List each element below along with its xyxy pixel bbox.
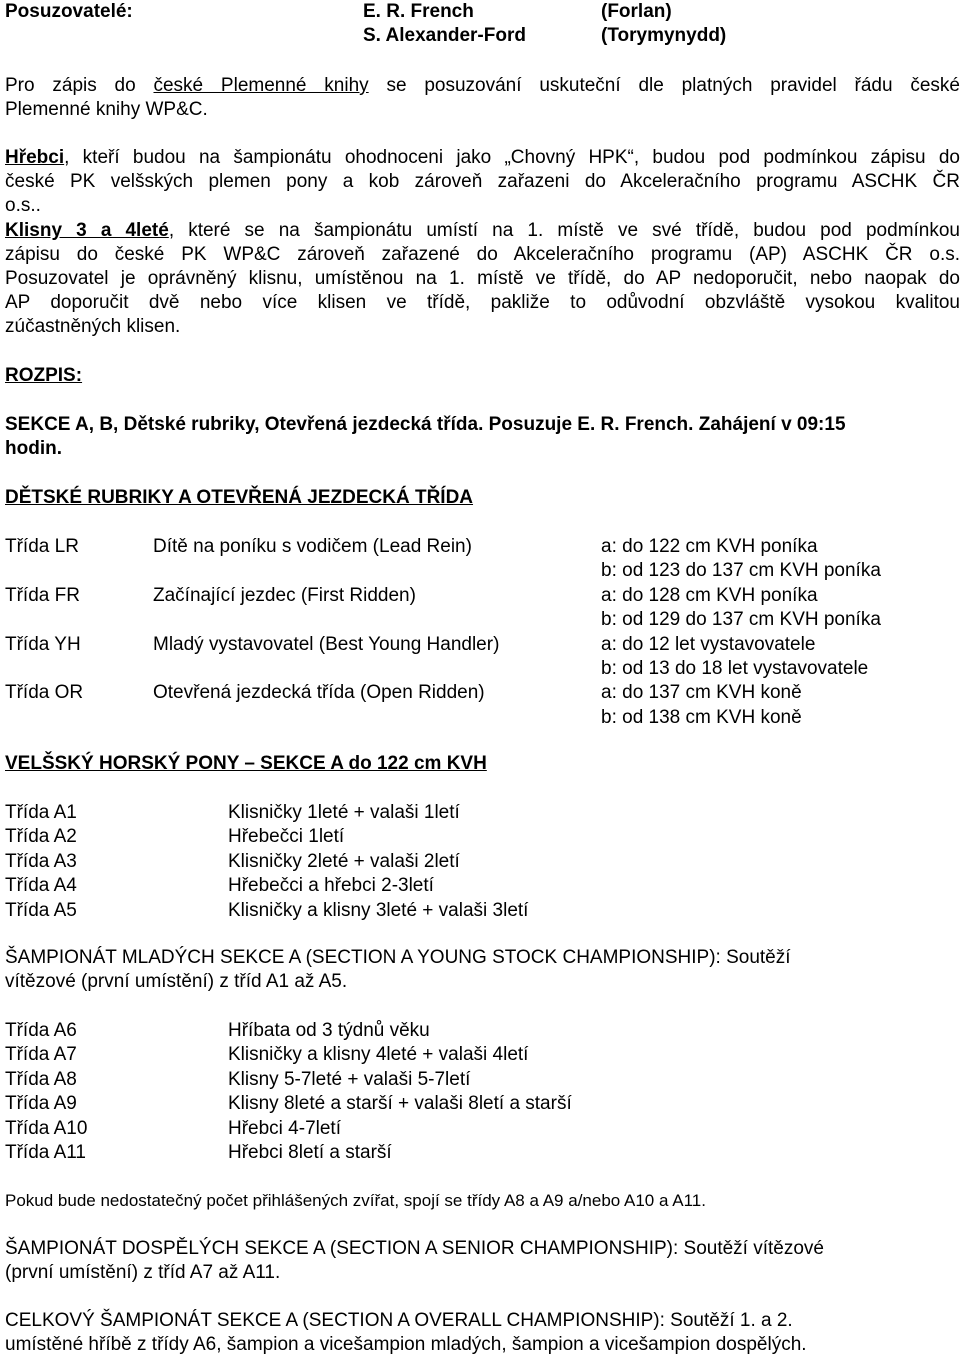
young-championship-line-1: ŠAMPIONÁT MLADÝCH SEKCE A (SECTION A YOUNG STOCK CHAMPIONSHIP): Soutěží <box>5 947 791 968</box>
class-desc: Klisničky 2leté + valaši 2letí <box>228 850 460 872</box>
list-item <box>5 1019 955 1043</box>
table-row <box>5 657 955 681</box>
intro-p3-line-2: zápisu do české PK WP&C zároveň zařazené do Akceleračního programu (AP) ASCHK ČR o.s. <box>5 244 960 265</box>
class-code: Třída A8 <box>5 1068 77 1090</box>
class-code: Třída A3 <box>5 850 77 872</box>
table-row <box>5 608 955 632</box>
judge-place-2: (Torymynydd) <box>601 25 727 46</box>
class-code: Třída A9 <box>5 1093 77 1115</box>
intro-p3-line-4: AP doporučit dvě nebo více klisen ve třídě, pakliže to odůvodní obzvláště vysokou kvalitou <box>5 292 960 313</box>
intro-p3-line-5: zúčastněných klisen. <box>5 316 181 337</box>
table-row <box>5 584 955 608</box>
young-championship-line-2: vítězové (první umístění) z tříd A1 až A5. <box>5 971 348 992</box>
stallions-term: Hřebci <box>5 147 65 168</box>
class-code: Třída A11 <box>5 1141 86 1163</box>
class-desc: Klisničky a klisny 3leté + valaši 3letí <box>228 899 529 921</box>
list-item <box>5 1092 955 1116</box>
class-option-b: b: od 138 cm KVH koně <box>601 706 802 728</box>
intro-p2-line-1-rest: , kteří budou na šampionátu ohodnoceni jako „Chovný HPK“, budou pod podmínkou zápisu do <box>64 147 960 168</box>
class-desc: Klisničky 1leté + valaši 1letí <box>228 802 460 823</box>
childrens-table <box>5 535 955 730</box>
intro-p1-line-2: Plemenné knihy WP&C. <box>5 99 208 120</box>
list-item <box>5 825 955 849</box>
list-item <box>5 899 955 923</box>
list-item <box>5 1068 955 1092</box>
table-row <box>5 559 955 583</box>
class-code: Třída A5 <box>5 899 77 921</box>
class-desc: Otevřená jezdecká třída (Open Ridden) <box>153 682 485 704</box>
list-item <box>5 1141 955 1165</box>
class-option-a: a: do 137 cm KVH koně <box>601 682 802 704</box>
intro-p2-line-1 <box>5 146 960 170</box>
intro-paragraph-1 <box>5 74 960 122</box>
intro-paragraph-2 <box>5 146 960 218</box>
schedule-line-1: SEKCE A, B, Dětské rubriky, Otevřená jezdecká třída. Posuzuje E. R. French. Zahájení v 09:15 <box>5 414 846 435</box>
class-code: Třída A1 <box>5 802 77 823</box>
stud-book-link[interactable]: české Plemenné knihy <box>153 75 369 96</box>
section-a-senior-classes <box>5 1019 955 1165</box>
list-item <box>5 874 955 898</box>
class-desc: Mladý vystavovatel (Best Young Handler) <box>153 633 500 655</box>
senior-championship-line-1: ŠAMPIONÁT DOSPĚLÝCH SEKCE A (SECTION A SENIOR CHAMPIONSHIP): Soutěží vítězové <box>5 1238 824 1259</box>
class-code: Třída FR <box>5 584 80 606</box>
class-desc: Hříbata od 3 týdnů věku <box>228 1020 430 1041</box>
intro-p3-line-1 <box>5 219 960 243</box>
table-row <box>5 535 955 559</box>
intro-paragraph-3 <box>5 219 960 339</box>
judge-place-1: (Forlan) <box>601 1 672 22</box>
class-code: Třída A7 <box>5 1044 77 1066</box>
intro-p1-rest: se posuzování uskuteční dle platných pravidel řádu české <box>368 75 960 96</box>
class-option-b: b: od 13 do 18 let vystavovatele <box>601 657 869 679</box>
class-code: Třída YH <box>5 633 81 655</box>
list-item <box>5 850 955 874</box>
senior-championship-line-2: (první umístění) z tříd A7 až A11. <box>5 1262 281 1283</box>
class-desc: Dítě na poníku s vodičem (Lead Rein) <box>153 536 472 557</box>
class-code: Třída LR <box>5 536 79 557</box>
class-desc: Začínající jezdec (First Ridden) <box>153 584 416 606</box>
mares-term: Klisny 3 a 4leté <box>5 220 169 241</box>
intro-p2-line-2: české PK velšských plemen pony a kob zároveň zařazeni do Akceleračního programu ASCHK ČR <box>5 171 960 192</box>
section-a-heading: VELŠSKÝ HORSKÝ PONY – SEKCE A do 122 cm KVH <box>5 753 487 774</box>
table-row <box>5 706 955 730</box>
class-desc: Hřebečci a hřebci 2-3letí <box>228 875 434 897</box>
table-row <box>5 681 955 705</box>
class-desc: Klisny 5-7leté + valaši 5-7letí <box>228 1068 471 1090</box>
class-option-b: b: od 129 do 137 cm KVH poníka <box>601 609 881 631</box>
class-option-a: a: do 12 let vystavovatele <box>601 633 816 655</box>
intro-p1-line-1 <box>5 74 960 98</box>
overall-championship-line-1: CELKOVÝ ŠAMPIONÁT SEKCE A (SECTION A OVERALL CHAMPIONSHIP): Soutěží 1. a 2. <box>5 1310 793 1331</box>
class-desc: Klisny 8leté a starší + valaši 8letí a starší <box>228 1093 572 1115</box>
class-desc: Hřebci 8letí a starší <box>228 1141 392 1163</box>
judge-name-2: S. Alexander-Ford <box>363 25 526 46</box>
intro-p2-line-3: o.s.. <box>5 195 41 216</box>
merge-note: Pokud bude nedostatečný počet přihlášených zvířat, spojí se třídy A8 a A9 a/nebo A10 a A11. <box>5 1191 706 1210</box>
intro-p3-line-1-rest: , které se na šampionátu umístí na 1. místě ve své třídě, budou pod podmínkou <box>168 220 960 241</box>
class-code: Třída OR <box>5 682 84 704</box>
intro-p1-prefix: Pro zápis do <box>5 75 136 96</box>
class-desc: Hřebečci 1letí <box>228 826 345 848</box>
class-option-a: a: do 128 cm KVH poníka <box>601 584 818 606</box>
list-item <box>5 1117 955 1141</box>
childrens-heading: DĚTSKÉ RUBRIKY A OTEVŘENÁ JEZDECKÁ TŘÍDA <box>5 487 474 508</box>
class-code: Třída A6 <box>5 1020 77 1041</box>
class-option-b: b: od 123 do 137 cm KVH poníka <box>601 560 881 582</box>
class-code: Třída A2 <box>5 826 77 848</box>
class-desc: Klisničky a klisny 4leté + valaši 4letí <box>228 1044 529 1066</box>
schedule-line-2: hodin. <box>5 438 62 459</box>
class-code: Třída A10 <box>5 1117 88 1139</box>
overall-championship-line-2: umístěné hříbě z třídy A6, šampion a vicešampion mladých, šampion a vicešampion dospělých. <box>5 1334 807 1355</box>
class-option-a: a: do 122 cm KVH poníka <box>601 536 818 557</box>
judge-name-1: E. R. French <box>363 1 474 22</box>
table-row <box>5 633 955 657</box>
class-code: Třída A4 <box>5 875 77 897</box>
list-item <box>5 1043 955 1067</box>
judges-label: Posuzovatelé: <box>5 1 133 22</box>
class-desc: Hřebci 4-7letí <box>228 1117 341 1139</box>
intro-p3-line-3: Posuzovatel je oprávněný klisnu, umístěnou na 1. místě ve třídě, do AP nedoporučit, nebo naopak do <box>5 268 960 289</box>
section-a-young-classes <box>5 801 955 923</box>
schedule-heading: ROZPIS: <box>5 365 83 386</box>
list-item <box>5 801 955 825</box>
